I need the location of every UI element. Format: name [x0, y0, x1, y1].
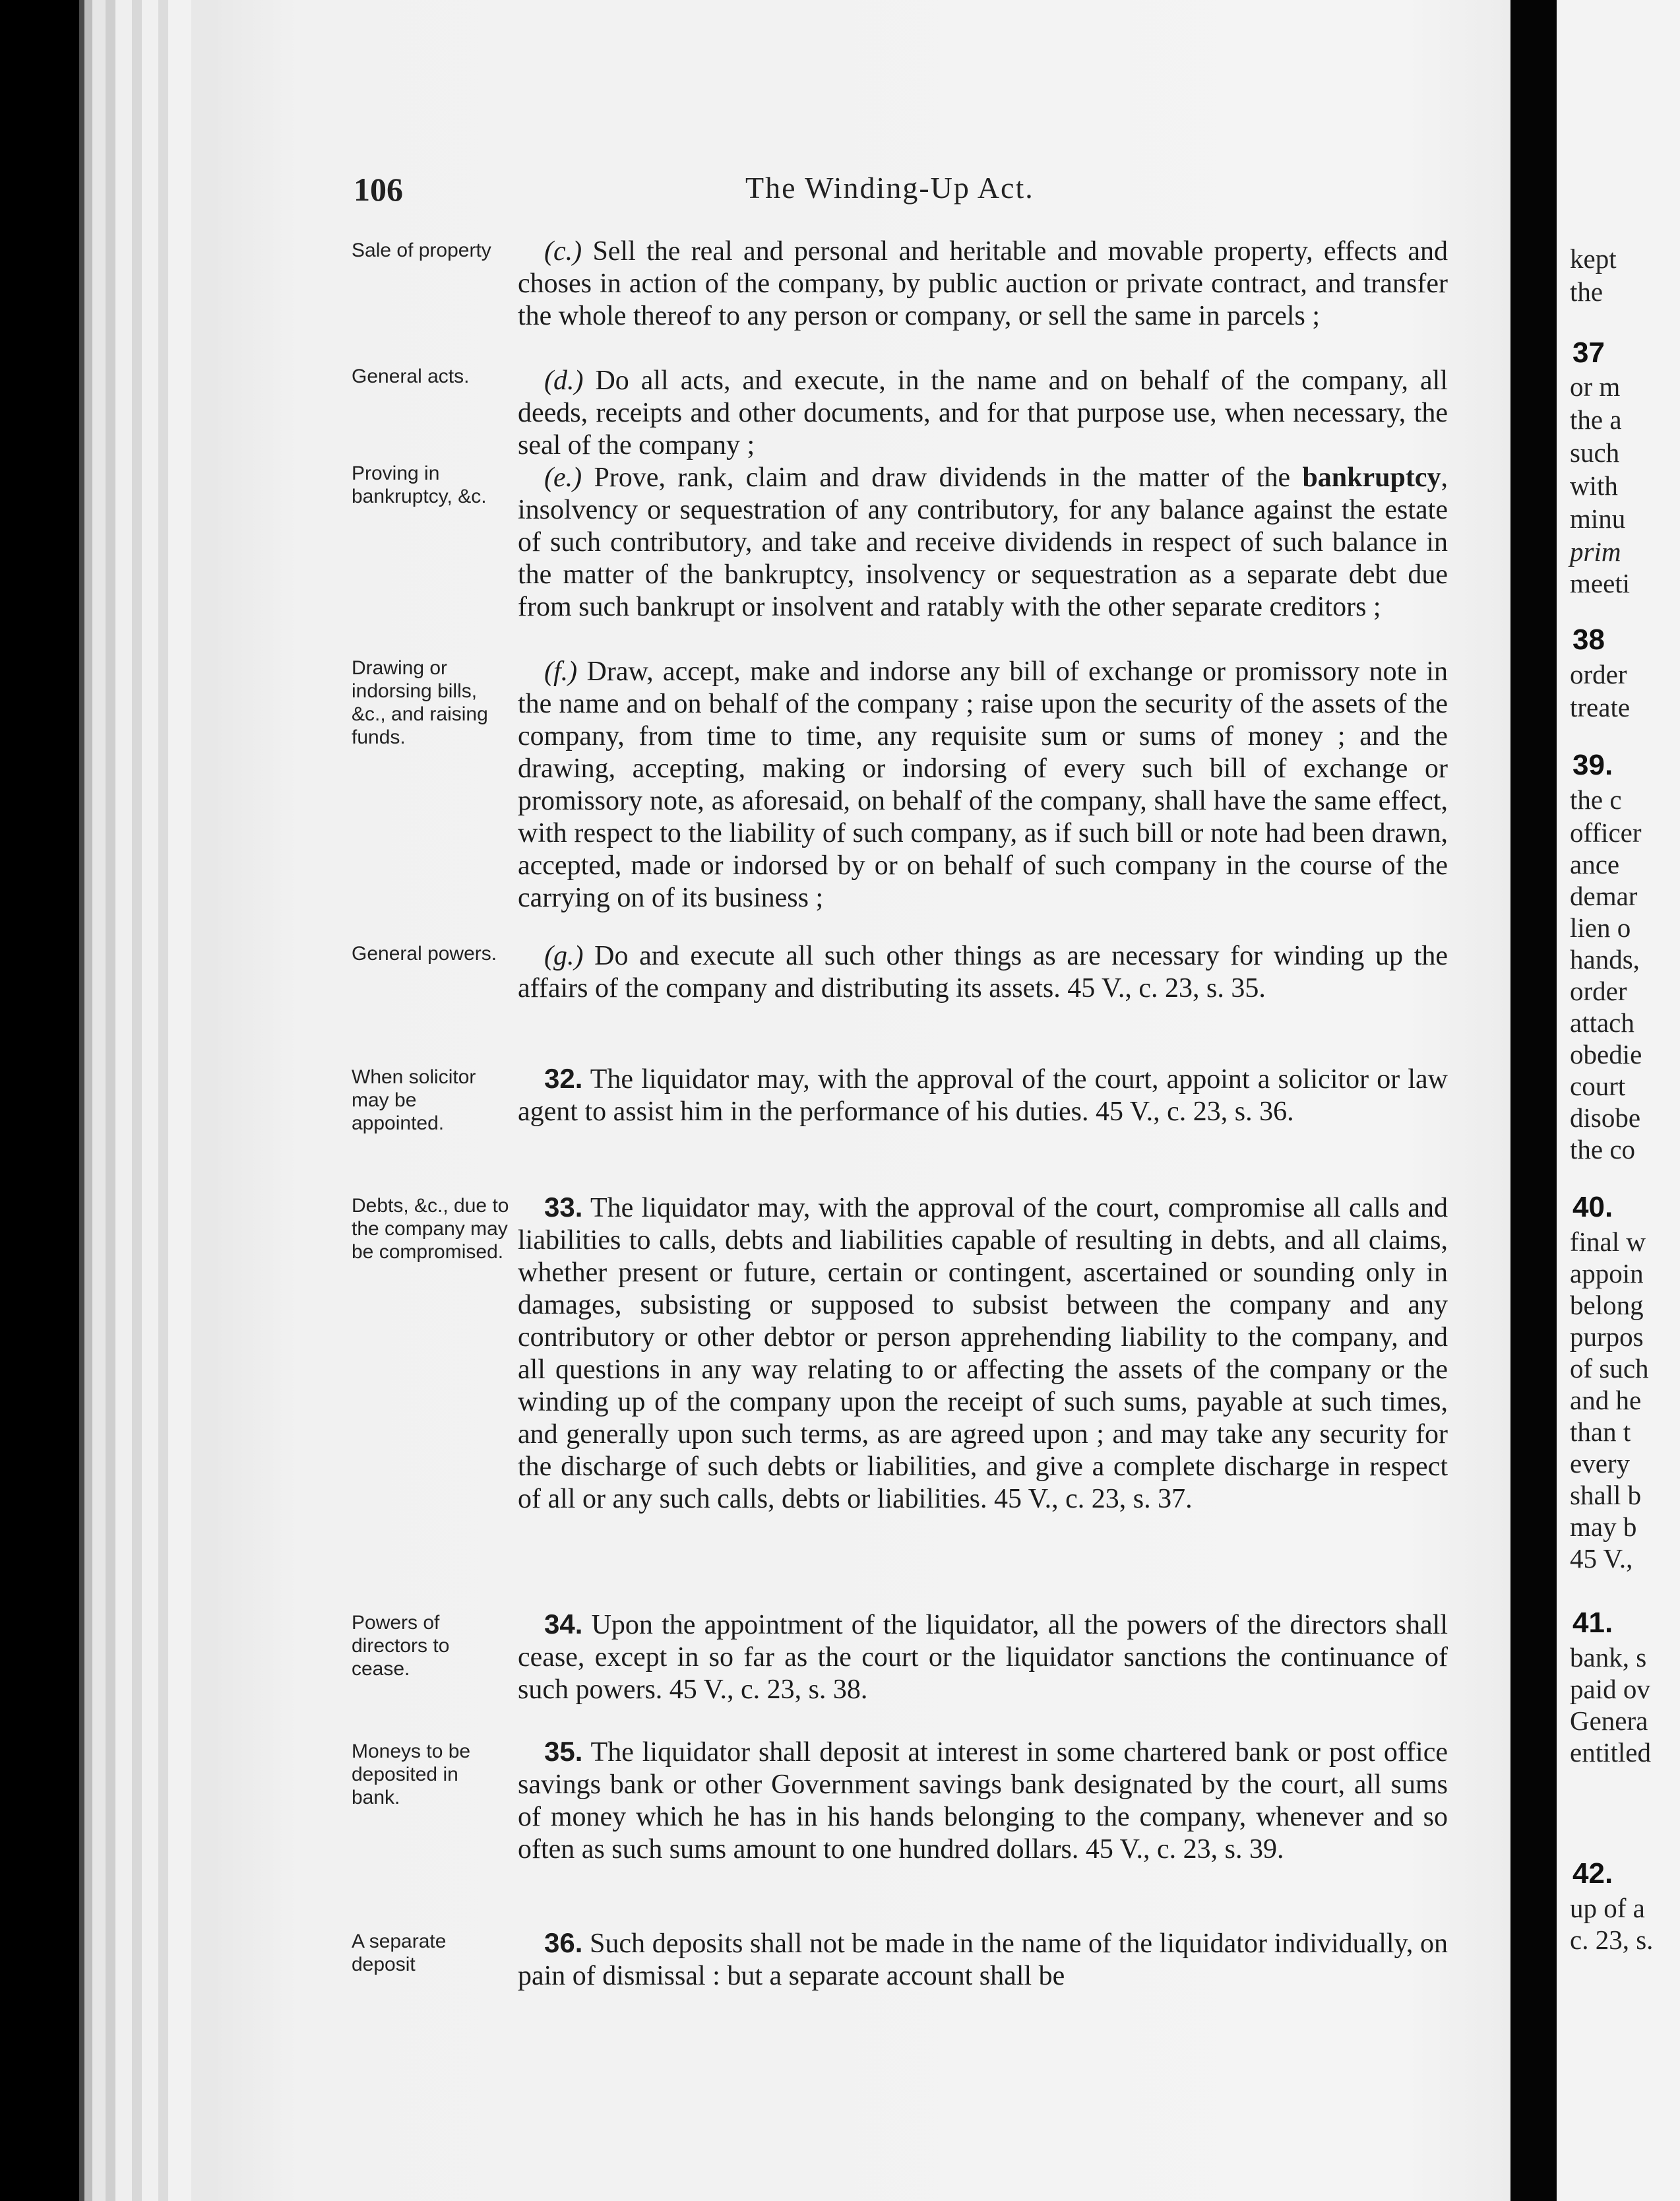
- section-number: 35.: [544, 1736, 583, 1767]
- sidenote: General acts.: [352, 366, 470, 387]
- running-head: The Winding-Up Act.: [745, 171, 1034, 205]
- sidenote: Debts, &c., due to the company may be compromised.: [352, 1195, 509, 1263]
- facing-line: hands,: [1570, 944, 1640, 974]
- section-34: [518, 1608, 1448, 1706]
- section-number: 34.: [544, 1609, 583, 1640]
- section-text: The liquidator shall deposit at interest in some chartered bank or post office savings bank or other Government savings bank designated by the court, all sums of money which he has in his hands belonging to the company, whenever and so often as such sums amount to one hundred dollars. 45 V., c. 23, s. 39.: [518, 1737, 1448, 1865]
- section-number: 32.: [544, 1063, 583, 1094]
- facing-section-number: 42.: [1572, 1857, 1613, 1890]
- facing-line: every: [1570, 1448, 1631, 1479]
- facing-line: treate: [1570, 692, 1631, 722]
- paragraph-label: (g.): [544, 941, 584, 971]
- paragraph-d: [518, 365, 1448, 462]
- facing-line: kept: [1570, 243, 1617, 274]
- facing-line: appoin: [1570, 1258, 1644, 1289]
- facing-line: with: [1570, 470, 1618, 501]
- section-36: [518, 1927, 1448, 1993]
- facing-line: may b: [1570, 1512, 1637, 1542]
- facing-section-number: 39.: [1572, 749, 1613, 781]
- paragraph-g: [518, 940, 1448, 1005]
- facing-line: purpos: [1570, 1322, 1644, 1352]
- facing-line: ance: [1570, 849, 1620, 879]
- section-text: Upon the appointment of the liquidator, all the powers of the directors shall cease, except in so far as the court or the liquidator sanctions the continuance of such powers. 45 V., c. 23, s. 38.: [518, 1610, 1448, 1705]
- facing-line: lien o: [1570, 912, 1631, 943]
- facing-line: the a: [1570, 404, 1622, 435]
- facing-line: 45 V.,: [1570, 1543, 1633, 1574]
- page-number: 106: [354, 171, 403, 208]
- paragraph-bold-term: bankruptcy: [1302, 463, 1441, 493]
- facing-line: court: [1570, 1071, 1626, 1101]
- book-page-edges: [0, 0, 218, 2201]
- facing-line: c. 23, s.: [1570, 1925, 1654, 1955]
- facing-line: bank, s: [1570, 1642, 1647, 1673]
- facing-line: the: [1570, 276, 1603, 307]
- section-32: [518, 1062, 1448, 1128]
- paragraph-label: (f.): [544, 656, 578, 687]
- sidenote: Moneys to be deposited in bank.: [352, 1740, 471, 1808]
- sidenote: Proving in bankruptcy, &c.: [352, 463, 487, 507]
- facing-line: than t: [1570, 1417, 1631, 1447]
- paragraph-text: Draw, accept, make and indorse any bill of exchange or promissory note in the name and on behalf of the company ; raise upon the security of the assets of the company, from time to time, any requisite sum or sums of money ; and the drawing, accepting, making or indorsing of every such bill of exchange or promissory note, as aforesaid, on behalf of the company, shall have the same effect, with respect to the liability of such company, as if such bill or note had been drawn, accepted, made or indorsed by or on behalf of such company in the course of the carrying on of its business ;: [518, 656, 1448, 913]
- facing-line: and he: [1570, 1385, 1642, 1415]
- paragraph-f: [518, 656, 1448, 914]
- section-number: 36.: [544, 1927, 583, 1958]
- facing-line: or m: [1570, 371, 1621, 402]
- paragraph-text: Do and execute all such other things as are necessary for winding up the affairs of the company and distributing its assets. 45 V., c. 23, s. 35.: [518, 941, 1448, 1004]
- facing-section-number: 40.: [1572, 1191, 1613, 1223]
- facing-line: demar: [1570, 881, 1638, 911]
- paragraph-e: [518, 462, 1448, 623]
- section-text: Such deposits shall not be made in the name of the liquidator individually, on pain of dismissal : but a separate account shall be: [518, 1929, 1448, 1991]
- facing-line: the co: [1570, 1134, 1636, 1164]
- paragraph-text: Do all acts, and execute, in the name and on behalf of the company, all deeds, receipts and other documents, and for that purpose use, when necessary, the seal of the company ;: [518, 366, 1448, 461]
- facing-line: the c: [1570, 784, 1622, 815]
- paragraph-text: Sell the real and personal and heritable and movable property, effects and choses in action of the company, by public auction or private contract, and transfer the whole thereof to any person or company, or sell the same in parcels ;: [518, 236, 1448, 331]
- facing-section-number: 37: [1572, 336, 1605, 369]
- sidenote: A separate deposit: [352, 1930, 447, 1975]
- paragraph-label: (d.): [544, 366, 584, 396]
- paragraph-text: , insolvency or sequestration of any contributory, for any balance against the estate of such contributory, and take and receive dividends in respect of such balance in the matter of the bankruptcy, insolvency or sequestration as a separate debt due from such bankrupt or insolvent and ratably with the other separate creditors ;: [518, 463, 1448, 622]
- paragraph-c: [518, 236, 1448, 333]
- sidenote: General powers.: [352, 943, 497, 965]
- section-text: The liquidator may, with the approval of the court, compromise all calls and liabilities to calls, debts and liabilities capable of resulting in debts, and all claims, whether present or future, certain or contingent, ascertained or sounding only in damages, subsisting or supposed to subsist between the company and any contributory or other debtor or person apprehending liability to the company, and all questions in any way relating to or affecting the assets of the company or the winding up of the company upon the receipt of such sums, payable at such times, and generally upon such terms, as are agreed upon ; and may take any security for the discharge of such debts or liabilities, and give a complete discharge in respect of all or any such calls, debts or liabilities. 45 V., c. 23, s. 37.: [518, 1193, 1448, 1514]
- sidenote: Sale of property: [352, 239, 491, 261]
- facing-line: obedie: [1570, 1039, 1642, 1069]
- facing-section-number: 38: [1572, 623, 1605, 656]
- sidenote: Powers of directors to cease.: [352, 1612, 450, 1680]
- sidenote: Drawing or indorsing bills, &c., and raising funds.: [352, 657, 488, 748]
- paragraph-label: (e.): [544, 463, 582, 493]
- section-33: [518, 1191, 1448, 1515]
- facing-line: officer: [1570, 817, 1642, 848]
- facing-line: attach: [1570, 1007, 1634, 1038]
- paragraph-label: (c.): [544, 236, 582, 267]
- facing-line: disobe: [1570, 1102, 1641, 1133]
- facing-line: entitled: [1570, 1737, 1651, 1768]
- section-text: The liquidator may, with the approval of the court, appoint a solicitor or law agent to assist him in the performance of his duties. 45 V., c. 23, s. 36.: [518, 1064, 1448, 1127]
- facing-line: of such: [1570, 1353, 1649, 1384]
- facing-line: such: [1570, 437, 1620, 468]
- sidenote: When solicitor may be appointed.: [352, 1066, 476, 1134]
- facing-line: up of a: [1570, 1893, 1645, 1923]
- facing-page-fragment: [1557, 0, 1680, 2201]
- book-gutter: [1510, 0, 1557, 2201]
- section-number: 33.: [544, 1192, 583, 1223]
- facing-section-number: 41.: [1572, 1607, 1613, 1639]
- facing-line: order: [1570, 976, 1627, 1006]
- facing-line: paid ov: [1570, 1674, 1650, 1704]
- facing-line: prim: [1570, 536, 1621, 567]
- facing-line: minu: [1570, 503, 1626, 534]
- paragraph-text: Prove, rank, claim and draw dividends in the matter of the: [594, 463, 1303, 493]
- facing-line: belong: [1570, 1290, 1644, 1320]
- facing-line: final w: [1570, 1227, 1646, 1257]
- facing-line: order: [1570, 659, 1627, 689]
- facing-line: shall b: [1570, 1480, 1642, 1510]
- facing-line: meeti: [1570, 568, 1631, 598]
- facing-line: Genera: [1570, 1706, 1648, 1736]
- section-35: [518, 1735, 1448, 1866]
